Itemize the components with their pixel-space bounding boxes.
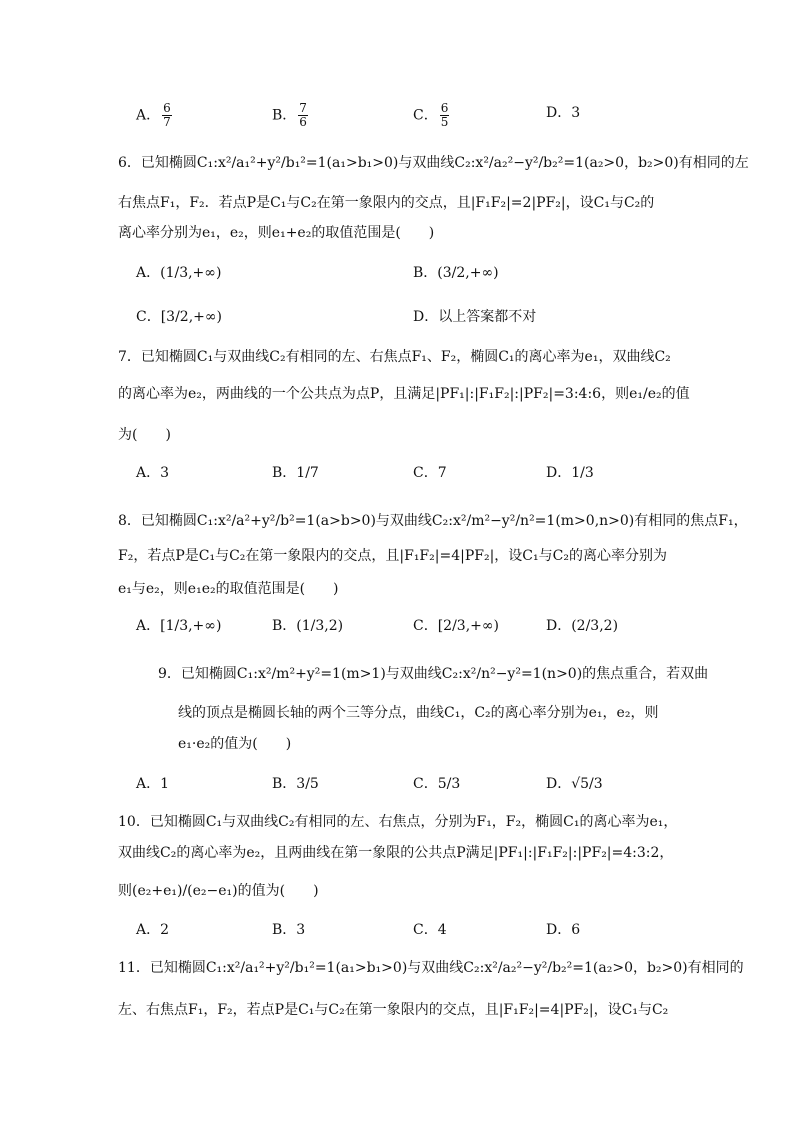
q8-option-a: A．[1/3,+∞) xyxy=(136,618,222,634)
q11-line-1: 11．已知椭圆C₁:x²/a₁²+y²/b₁²=1(a₁>b₁>0)与双曲线C₂:x²/a₂²−y²/b₂²=1(a₂>0，b₂>0)有相同的 xyxy=(118,960,744,976)
q5-option-c: C． $\frac{6}{5}$ xyxy=(413,101,449,129)
q9-line-3: e₁·e₂的值为( ) xyxy=(178,736,292,752)
q7-line-3: 为( ) xyxy=(118,427,171,443)
q10-line-1: 10．已知椭圆C₁与双曲线C₂有相同的左、右焦点，分别为F₁，F₂，椭圆C₁的离心率为e₁， xyxy=(118,814,678,830)
q8-line-3: e₁与e₂，则e₁e₂的取值范围是( ) xyxy=(118,581,339,597)
q9-option-a: A．1 xyxy=(136,776,170,792)
q10-option-d: D．6 xyxy=(546,922,581,938)
q9-line-1: 9．已知椭圆C₁:x²/m²+y²=1(m>1)与双曲线C₂:x²/n²−y²=1(n>0)的焦点重合，若双曲 xyxy=(158,666,709,682)
q9-line-2: 线的顶点是椭圆长轴的两个三等分点，曲线C₁，C₂的离心率分别为e₁，e₂，则 xyxy=(178,705,659,721)
q5-option-b: B． $\frac{7}{6}$ xyxy=(272,101,307,129)
q10-line-2: 双曲线C₂的离心率为e₂，且两曲线在第一象限的公共点P满足|PF₁|:|F₁F₂|:|PF₂|=4:3:2， xyxy=(118,845,674,861)
q7-option-b: B．1/7 xyxy=(272,465,319,481)
q7-line-2: 的离心率为e₂，两曲线的一个公共点为点P，且满足|PF₁|:|F₁F₂|:|PF₂|=3:4:6，则e₁/e₂的值 xyxy=(118,386,690,402)
q9-option-c: C．5/3 xyxy=(413,776,461,792)
q8-option-d: D．(2/3,2) xyxy=(546,618,619,634)
q7-option-c: C．7 xyxy=(413,465,447,481)
q7-line-1: 7．已知椭圆C₁与双曲线C₂有相同的左、右焦点F₁、F₂，椭圆C₁的离心率为e₁，双曲线C₂ xyxy=(118,349,671,365)
q10-option-c: C．4 xyxy=(413,922,447,938)
q10-option-b: B．3 xyxy=(272,922,306,938)
q6-option-b: B．(3/2,+∞) xyxy=(413,265,499,281)
q5-option-d: D．3 xyxy=(546,105,581,121)
q11-line-2: 左、右焦点F₁，F₂，若点P是C₁与C₂在第一象限内的交点，且|F₁F₂|=4|PF₂|，设C₁与C₂ xyxy=(118,1002,669,1018)
q7-option-a: A．3 xyxy=(136,465,170,481)
q8-line-2: F₂，若点P是C₁与C₂在第一象限内的交点，且|F₁F₂|=4|PF₂|，设C₁与C₂的离心率分别为 xyxy=(118,548,667,564)
q6-line-3: 离心率分别为e₁，e₂，则e₁+e₂的取值范围是( ) xyxy=(118,225,435,241)
q7-option-d: D．1/3 xyxy=(546,465,594,481)
q9-option-d: D．√5/3 xyxy=(546,776,603,792)
q8-line-1: 8．已知椭圆C₁:x²/a²+y²/b²=1(a>b>0)与双曲线C₂:x²/m²−y²/n²=1(m>0,n>0)有相同的焦点F₁， xyxy=(118,513,748,529)
q8-option-c: C．[2/3,+∞) xyxy=(413,618,500,634)
q10-line-3: 则(e₂+e₁)/(e₂−e₁)的值为( ) xyxy=(118,883,319,899)
q9-option-b: B．3/5 xyxy=(272,776,319,792)
q6-option-d: D．以上答案都不对 xyxy=(413,309,537,325)
q6-option-c: C．[3/2,+∞) xyxy=(136,309,223,325)
q5-option-a: A． $\frac{6}{7}$ xyxy=(136,101,171,129)
q6-option-a: A．(1/3,+∞) xyxy=(136,265,222,281)
q8-option-b: B．(1/3,2) xyxy=(272,618,344,634)
q10-option-a: A．2 xyxy=(136,922,170,938)
q6-line-2: 右焦点F₁，F₂．若点P是C₁与C₂在第一象限内的交点，且|F₁F₂|=2|PF₂|，设C₁与C₂的 xyxy=(118,195,655,211)
q6-line-1: 6．已知椭圆C₁:x²/a₁²+y²/b₁²=1(a₁>b₁>0)与双曲线C₂:x²/a₂²−y²/b₂²=1(a₂>0，b₂>0)有相同的左 xyxy=(118,155,749,171)
